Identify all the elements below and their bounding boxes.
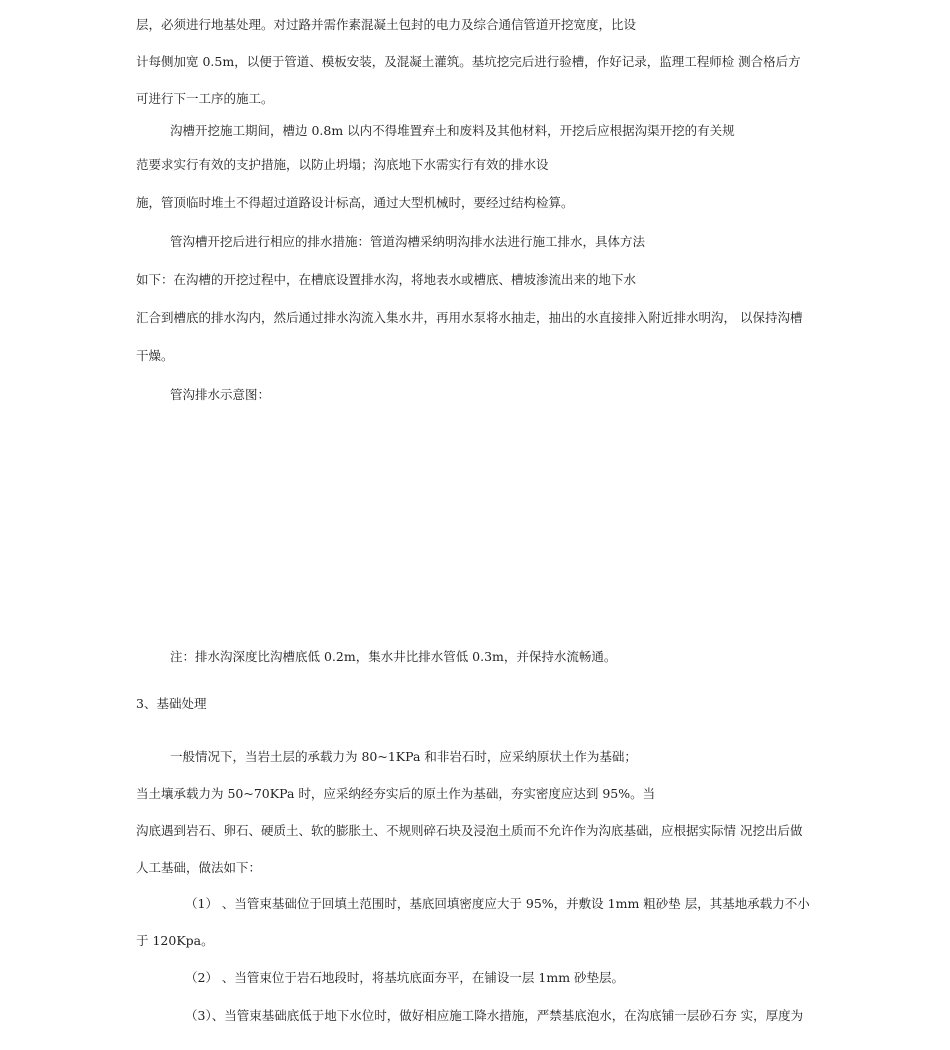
text-line: 汇合到槽底的排水沟内，然后通过排水沟流入集水井，再用水泵将水抽走，抽出的水直接排入附近排水明沟， 以保持沟槽	[136, 310, 803, 325]
text-line: 可进行下一工序的施工。	[136, 91, 274, 106]
paragraph-start: 沟槽开挖施工期间，槽边 0.8m 以内不得堆置弃土和废料及其他材料，开挖后应根据沟渠开挖的有关规	[170, 123, 735, 138]
text-line: 于 120Kpa。	[136, 933, 214, 948]
paragraph-start: 一般情况下，当岩土层的承载力为 80~1KPa 和非岩石时，应采纳原状土作为基础；	[170, 749, 637, 764]
text-line: 层，必须进行地基处理。对过路并需作素混凝土包封的电力及综合通信管道开挖宽度，比设	[136, 17, 637, 32]
text-line: 沟底遇到岩石、卵石、硬质土、软的膨胀土、不规则碎石块及浸泡土质而不允许作为沟底基础，应根据实际情 况挖出后做	[136, 823, 803, 838]
text-line: 施，管顶临时堆土不得超过道路设计标高，通过大型机械时，要经过结构检算。	[136, 195, 574, 210]
figure-placeholder	[136, 412, 816, 637]
paragraph-start: 管沟槽开挖后进行相应的排水措施：管道沟槽采纳明沟排水法进行施工排水，具体方法	[170, 234, 646, 249]
text-line: 如下：在沟槽的开挖过程中，在槽底设置排水沟，将地表水或槽底、槽坡渗流出来的地下水	[136, 272, 637, 287]
figure-note: 注：排水沟深度比沟槽底低 0.2m，集水井比排水管低 0.3m，并保持水流畅通。	[170, 649, 617, 664]
list-item: （2） 、当管束位于岩石地段时，将基坑底面夯平，在铺设一层 1mm 砂垫层。	[185, 970, 625, 985]
section-heading: 3、基础处理	[136, 696, 207, 711]
text-line: 干燥。	[136, 348, 174, 363]
text-line: 范要求实行有效的支护措施，以防止坍塌；沟底地下水需实行有效的排水设	[136, 157, 549, 172]
list-item: （3）、当管束基础底低于地下水位时，做好相应施工降水措施，严禁基底泡水，在沟底铺一层砂石夯 实，厚度为	[185, 1008, 804, 1023]
text-line: 人工基础，做法如下：	[136, 860, 262, 875]
text-line: 当土壤承载力为 50~70KPa 时，应采纳经夯实后的原土作为基础，夯实密度应达到 95%。当	[136, 786, 656, 801]
list-item: （1） 、当管束基础位于回填土范围时，基底回填密度应大于 95%，并敷设 1mm 粗砂垫 层，其基地承载力不小	[185, 896, 810, 911]
figure-caption: 管沟排水示意图：	[170, 387, 271, 402]
text-line: 计每侧加宽 0.5m，以便于管道、模板安装，及混凝土灌筑。基坑挖完后进行验槽，作好记录，监理工程师检 测合格后方	[136, 54, 801, 69]
